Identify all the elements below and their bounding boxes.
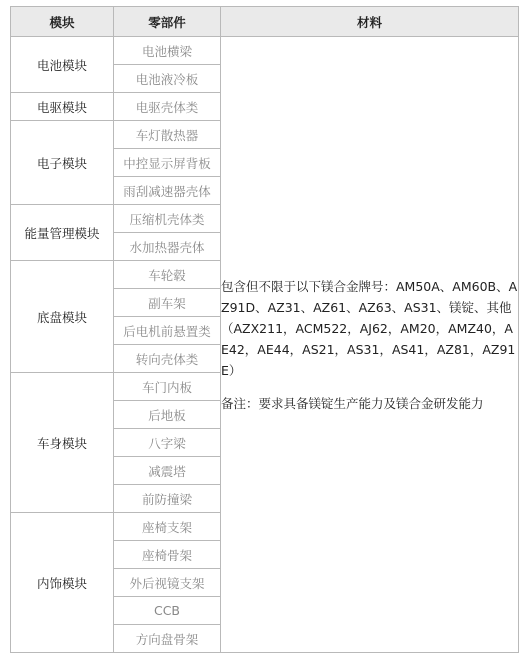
table-body	[11, 37, 519, 653]
header-material: 材料	[221, 7, 519, 37]
part-name: 电池液冷板	[114, 65, 221, 93]
header-module: 模块	[11, 7, 114, 37]
parts-table	[10, 6, 519, 653]
part-name: 八字梁	[114, 429, 221, 457]
module-name: 车身模块	[11, 373, 114, 513]
part-name: 车灯散热器	[114, 121, 221, 149]
header-row	[11, 7, 519, 37]
module-name: 电驱模块	[11, 93, 114, 121]
module-name: 能量管理模块	[11, 205, 114, 261]
module-name: 底盘模块	[11, 261, 114, 373]
module-name: 电子模块	[11, 121, 114, 205]
part-name: 后电机前悬置类	[114, 317, 221, 345]
part-name: 座椅骨架	[114, 541, 221, 569]
material-note: 备注：要求具备镁锭生产能力及镁合金研发能力	[221, 395, 484, 411]
part-name: 电驱壳体类	[114, 93, 221, 121]
part-name: 车轮毂	[114, 261, 221, 289]
part-name: 副车架	[114, 289, 221, 317]
part-name: CCB	[114, 597, 221, 625]
part-name: 压缩机壳体类	[114, 205, 221, 233]
part-name: 转向壳体类	[114, 345, 221, 373]
table-row	[11, 37, 519, 65]
module-name: 内饰模块	[11, 513, 114, 653]
part-name: 外后视镜支架	[114, 569, 221, 597]
material-description: 包含但不限于以下镁合金牌号：AM50A、AM60B、AZ91D、AZ31、AZ61、AZ63、AS31、镁锭、其他（AZX211，ACM522，AJ62，AM20，AMZ40，AE42，AE44，AS21，AS31，AS41，AZ81，AZ91E）	[221, 278, 518, 378]
module-name: 电池模块	[11, 37, 114, 93]
part-name: 电池横梁	[114, 37, 221, 65]
part-name: 减震塔	[114, 457, 221, 485]
header-part: 零部件	[114, 7, 221, 37]
part-name: 后地板	[114, 401, 221, 429]
part-name: 方向盘骨架	[114, 625, 221, 653]
part-name: 座椅支架	[114, 513, 221, 541]
part-name: 中控显示屏背板	[114, 149, 221, 177]
material-cell	[221, 37, 519, 653]
part-name: 前防撞梁	[114, 485, 221, 513]
part-name: 雨刮减速器壳体	[114, 177, 221, 205]
part-name: 水加热器壳体	[114, 233, 221, 261]
part-name: 车门内板	[114, 373, 221, 401]
